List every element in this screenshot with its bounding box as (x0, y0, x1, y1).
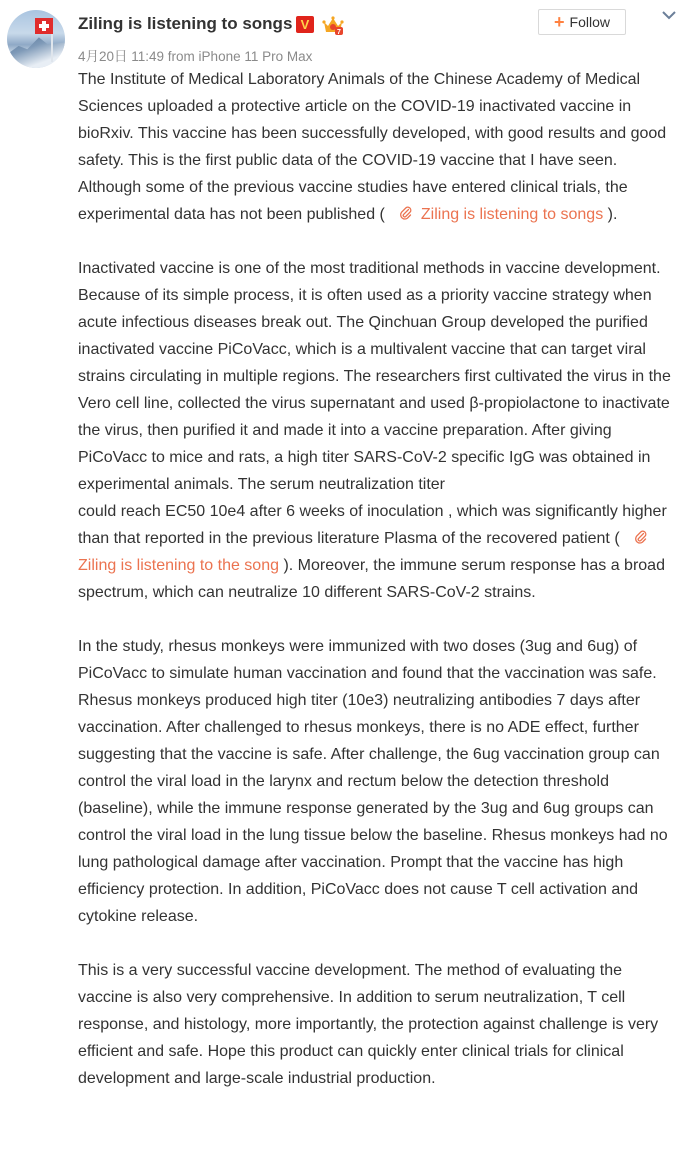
chevron-down-icon[interactable] (661, 8, 677, 22)
author-link[interactable]: Ziling is listening to songs (385, 206, 603, 223)
verified-badge-icon: V (296, 16, 314, 33)
paragraph-4: This is a very successful vaccine development. The method of evaluating the vaccine is also very comprehensive. In addition to serum neutralization, T cell response, and histology, more importantly, the protection against challenge is very efficient and safe. Hope this product can quickly enter clinical trials for clinical development and large-scale industrial production. (78, 962, 659, 1087)
avatar[interactable] (7, 10, 65, 68)
author-link[interactable]: Ziling is listening to the song (78, 530, 656, 574)
paperclip-icon (634, 530, 648, 544)
paragraph-1: The Institute of Medical Laboratory Animals of the Chinese Academy of Medical Sciences uploaded a protective article on the COVID-19 inactivated vaccine in bioRxiv. This vaccine has been successfully developed, with good results and good safety. This is the first public data of the COVID-19 vaccine that I have seen. Although some of the previous vaccine studies have entered clinical trials, the experimental data has not been published ( Ziling is listening to songs ). (78, 71, 667, 223)
follow-button[interactable] (538, 9, 626, 35)
post-meta: 4月20日 11:49 from iPhone 11 Pro Max (78, 49, 313, 64)
paragraph-3: In the study, rhesus monkeys were immunized with two doses (3ug and 6ug) of PiCoVacc to simulate human vaccination and found that the vaccination was safe. Rhesus monkeys produced high titer (10e3) neutralizing antibodies 7 days after vaccination. After challenged to rhesus monkeys, there is no ADE effect, further suggesting that the vaccine is safe. After challenge, the 6ug vaccination group can control the viral load in the larynx and rectum below the detection threshold (baseline), while the immune response generated by the 3ug and 6ug groups can control the viral load in the lung tissue below the baseline. Rhesus monkeys had no lung pathological damage after vaccination. Prompt that the vaccine has high efficiency protection. In addition, PiCoVacc does not cause T cell activation and cytokine release. (78, 638, 668, 925)
post-content (78, 66, 680, 1092)
paragraph-2: Inactivated vaccine is one of the most traditional methods in vaccine development. Because of its simple process, it is often used as a priority vaccine strategy when acute infectious diseases break out. The Qinchuan Group developed the purified inactivated vaccine PiCoVacc, which is a multivalent vaccine that can target viral strains circulating in multiple regions. The researchers first cultivated the virus in the Vero cell line, collected the virus supernatant and used β-propiolactone to inactivate the virus, then purified it and made it into a vaccine preparation. After giving PiCoVacc to mice and rats, a high titer SARS-CoV-2 specific IgG was obtained in experimental animals. The serum neutralization titer could reach EC50 10e4 after 6 weeks of inoculation , which was significantly higher than that reported in the previous literature Plasma of the recovered patient (Ziling is listening to the song ). Moreover, the immune serum response has a broad spectrum, which can neutralize 10 different SARS-CoV-2 strains. (78, 260, 671, 601)
paperclip-icon (399, 206, 413, 220)
plus-icon: + (554, 12, 565, 32)
swiss-flag-icon (35, 18, 53, 34)
svg-text:7: 7 (337, 29, 341, 36)
avatar-mountain (7, 34, 65, 68)
author-name[interactable]: Ziling is listening to songs (78, 14, 293, 33)
follow-label: Follow (569, 14, 610, 30)
crown-icon[interactable] (322, 14, 344, 36)
